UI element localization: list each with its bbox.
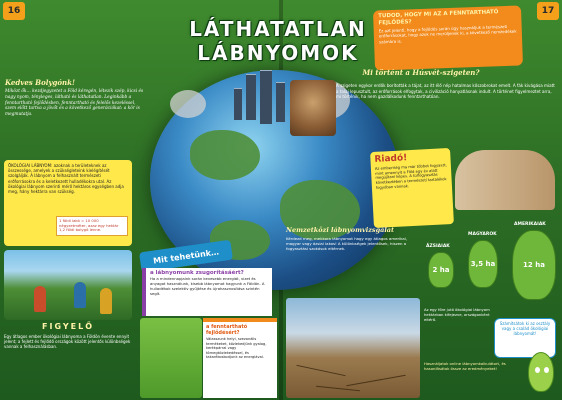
ground-crack xyxy=(296,365,345,376)
hikers-photo xyxy=(4,250,132,320)
skyscraper xyxy=(246,74,256,120)
footprint-icon-america xyxy=(512,230,556,300)
page-number-right: 17 xyxy=(537,2,559,20)
continent-shape xyxy=(190,130,260,180)
hiker-figure xyxy=(100,288,112,314)
international-heading: Nemzetközi lábnyomvizsgálat xyxy=(286,226,395,234)
shrink-footprint-box xyxy=(142,268,272,316)
baby-photo xyxy=(455,150,555,210)
definition-text: ÖKOLÓGIAI LÁBNYOM: azoknak a területeknek az összessége, amelyek a szükségleteink kielégítését szolgálják. A lábnyom a felhasznált természeti erőforrásokra és a keletkezett hulladékokra utal. Az ökológiai lábnyom szerinti mérő hektáros egységben adja meg, hány hektárra van szükség. xyxy=(8,163,124,194)
easter-island-text: A szigeten egykor erdők borították a tájat, az itt élő nép hatalmas kőszobrokat emelt. A fák kivágása miatt a talaj lepusztult, az erőforrások elfogytak, a civilizáció hanyatlásnak indult. A történet figyelmeztet arra, mi történik, ha nem gazdálkodunk fenntarthatóan. xyxy=(336,83,555,100)
sustainable-development-heading: a fenntartható fejlődésért? xyxy=(206,324,248,336)
dry-landscape-photo xyxy=(286,298,420,398)
hectare-note: 1 földi lakó = 10 000 négyzetméter, azaz egy hektár 1,2 földi bolygó lenne. xyxy=(56,216,128,236)
skyscraper xyxy=(234,88,242,120)
ground-crack xyxy=(316,386,360,392)
mascot-eye xyxy=(535,367,540,373)
skyscraper xyxy=(260,70,272,124)
calculate-footprint-box xyxy=(494,318,556,358)
international-text: Kérdezd meg, mekkora lábnyomot hagy egy átlagos amerikai, magyar vagy ázsiai lakos! A különbségek jelentősek, hiszen a fogyasztási szokások eltérnek. xyxy=(286,236,408,252)
footprint-comparison xyxy=(424,222,560,306)
label-hungary: MAGYAROK xyxy=(468,232,497,237)
definition-box-ecological-footprint xyxy=(4,160,132,246)
value-america: 12 ha xyxy=(523,261,545,269)
figyelo-text: Egy átlagos ember ökológiai lábnyoma a Földön évente ennyit jelent; a fejlett és fejlődő országok között jelentős különbségek vannak a felhasználásban. xyxy=(4,334,131,350)
smoke-cloud xyxy=(170,90,206,118)
bottom-tip: Használjatok online lábnyomkalkulátort, és hasonlítsátok össze az eredményeket! xyxy=(424,361,506,371)
label-asia: ÁZSIAIAK xyxy=(426,244,450,249)
alarm-text: Az emberiség ma már többet fogyaszt, mint amennyit a Föld egy év alatt megújítani képes. A túlfogyasztás következtében a természeti tartalékok fogyóban vannak. xyxy=(374,163,447,190)
value-hungary: 3,5 ha xyxy=(470,260,496,268)
shrink-footprint-text: Ha a mindennapjaink során kevesebb energiát, vizet és anyagot használunk, kisebb lábnyomot hagyunk a Földön. A hulladékok szelektív gyűjtése és újrahasznosítása szintén segít. xyxy=(150,276,265,296)
what-can-we-do-banner: Mit tehetünk… xyxy=(139,240,233,273)
value-asia: 2 ha xyxy=(432,266,450,274)
alarm-heading: Riadó! xyxy=(374,153,408,165)
intro-heading: Kedves Bolygónk! xyxy=(5,78,76,87)
hiker-figure xyxy=(34,286,46,312)
sustainable-development-text: Válasszunk helyi, szezonális termékeket, közlekedjünk gyalog, kerékpárral vagy tömegközlekedéssel, és takarékoskodjunk az energiával. xyxy=(206,337,267,360)
grass-footprint-photo xyxy=(140,318,202,398)
hiker-figure xyxy=(74,282,86,308)
ground-crack xyxy=(346,375,405,386)
skyscraper xyxy=(276,82,285,122)
alarm-box xyxy=(370,148,454,228)
figyelo-heading: FIGYELŐ xyxy=(42,322,94,331)
label-america: AMERIKAIAK xyxy=(514,222,546,227)
footprint-note: Az egy főre jutó ökológiai lábnyom hektárban kifejezve, országonként eltérő. xyxy=(424,307,490,322)
footprint-icon-hungary xyxy=(468,240,498,288)
info-box-sustainable-development xyxy=(373,5,523,70)
international-footprint-section xyxy=(286,226,420,296)
water-drop-mascot xyxy=(528,352,554,392)
mascot-eye xyxy=(544,367,549,373)
info-box-heading: TUDOD, HOGY MI AZ A FENNTARTHATÓ FEJLŐDÉS? xyxy=(378,9,499,27)
figyelo-section xyxy=(4,322,132,398)
easter-island-heading: Mi történt a Húsvét-szigeten? xyxy=(362,68,480,77)
info-box-text: Ez azt jelenti, hogy a fejlődés során úgy használjuk a természeti erőforrásokat, hogy azok ne merüljenek ki, a következő nemzedékek számára is. xyxy=(378,24,517,44)
sustainable-development-box xyxy=(203,318,277,398)
intro-text: Miközt ők… kezdjegyzetet a Föld kéregén, létezik szép, kicsi és nagy nyom, tényleges, látható és láthatatlan. Leginkább a fenntartható fejlődésben, fenntartható és felelős kezeléssel, szem előtt tartva a jövőt és a következő generációkat: a kör is megmutatja. xyxy=(5,89,144,118)
shrink-footprint-heading: a lábnyomunk zsugorításáért? xyxy=(150,270,244,276)
page-number-left: 16 xyxy=(3,2,25,20)
page-title: LÁTHATATLAN LÁBNYOMOK xyxy=(189,17,367,65)
calculate-footprint-text: Számítsátok ki az osztály vagy a család ökológiai lábnyomát! xyxy=(499,321,551,337)
footprint-icon-asia xyxy=(428,252,454,288)
